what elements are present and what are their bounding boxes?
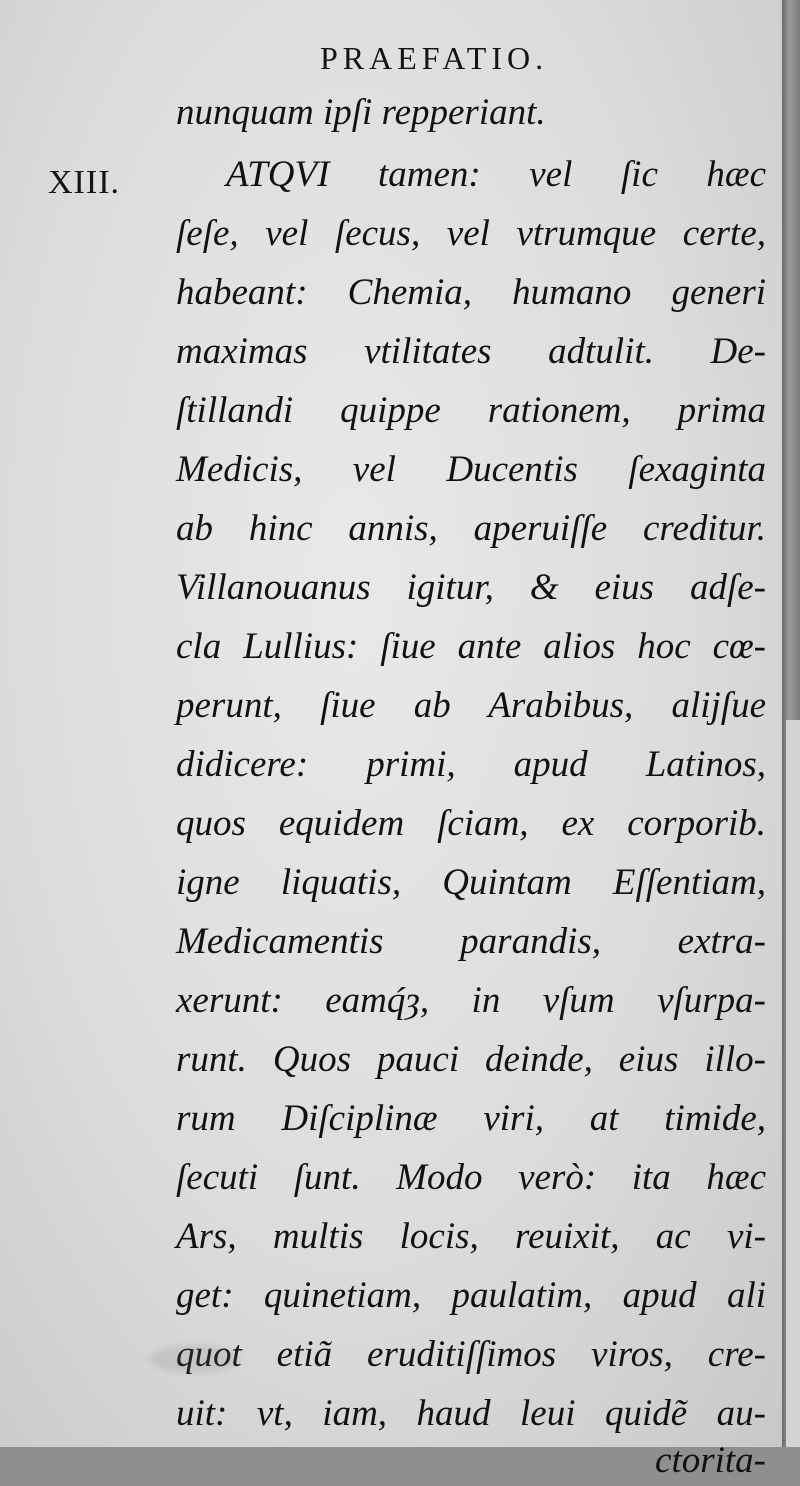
text-line: ſecuti ſunt. Modo verò: ita hæc	[176, 1157, 766, 1198]
text-line: get: quinetiam, paulatim, apud ali	[176, 1275, 766, 1316]
text-line: habeant: Chemia, humano generi	[176, 272, 766, 313]
text-line: xerunt: eamq́ȝ, in vſum vſurpa-	[176, 980, 766, 1021]
running-header: PRAEFATIO.	[320, 40, 549, 76]
text-line: nunquam ipſi repperiant.	[176, 92, 546, 133]
text-line: ſtillandi quippe rationem, prima	[176, 390, 766, 431]
text-line: quos equidem ſciam, ex corporib.	[176, 803, 766, 844]
text-line: maximas vtilitates adtulit. De-	[176, 331, 766, 372]
text-line: runt. Quos pauci deinde, eius illo-	[176, 1039, 766, 1080]
text-line: cla Lullius: ſiue ante alios hoc cœ-	[176, 626, 766, 667]
text-line: Ars, multis locis, reuixit, ac vi-	[176, 1216, 766, 1257]
text-line: Medicamentis parandis, extra-	[176, 921, 766, 962]
text-line: Villanouanus igitur, & eius adſe-	[176, 567, 766, 608]
text-line: perunt, ſiue ab Arabibus, alijſue	[176, 685, 766, 726]
text-line: rum Diſciplinæ viri, at timide,	[176, 1098, 766, 1139]
page-edge-highlight	[786, 720, 800, 1447]
text-line: ab hinc annis, aperuiſſe creditur.	[176, 508, 766, 549]
text-line: quot etiã eruditiſſimos viros, cre-	[176, 1334, 766, 1375]
text-line: uit: vt, iam, haud leui quidẽ au-	[176, 1393, 766, 1434]
text-line: didicere: primi, apud Latinos,	[176, 744, 766, 785]
section-numeral: XIII.	[48, 164, 121, 201]
ink-smudge	[150, 1345, 240, 1373]
text-line: igne liquatis, Quintam Eſſentiam,	[176, 862, 766, 903]
text-line: Medicis, vel Ducentis ſexaginta	[176, 449, 766, 490]
text-line: ATQVI tamen: vel ſic hæc	[226, 154, 766, 195]
catchword: ctorita-	[655, 1440, 766, 1481]
text-line: ſeſe, vel ſecus, vel vtrumque certe,	[176, 213, 766, 254]
